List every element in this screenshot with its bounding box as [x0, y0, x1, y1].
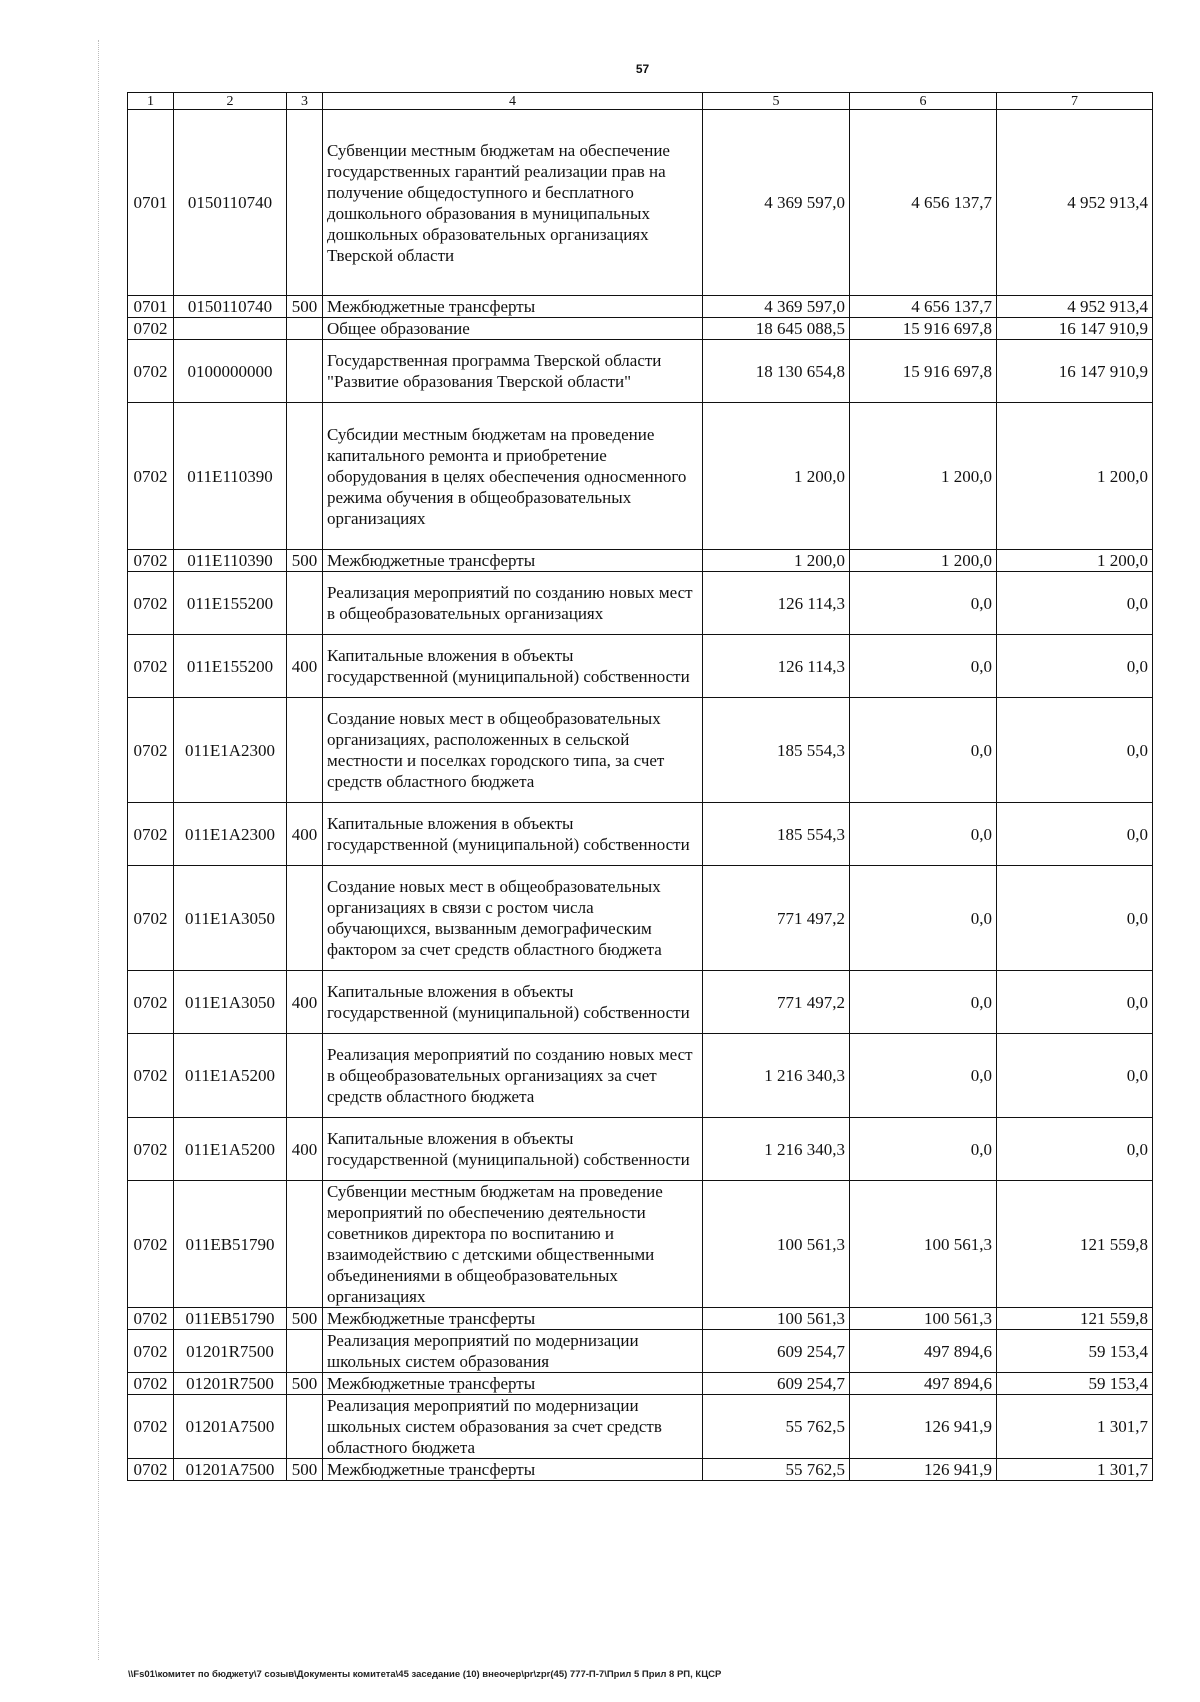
amount-year2-cell: 1 200,0	[850, 550, 997, 572]
table-row	[128, 635, 1153, 698]
section-code-cell: 0702	[128, 572, 174, 635]
amount-year2-cell: 0,0	[850, 1034, 997, 1118]
amount-year2-cell: 0,0	[850, 971, 997, 1034]
amount-year1-cell: 1 216 340,3	[703, 1034, 850, 1118]
description-cell: Капитальные вложения в объекты государственной (муниципальной) собственности	[323, 803, 703, 866]
description-cell: Государственная программа Тверской области "Развитие образования Тверской области"	[323, 340, 703, 403]
section-code-cell: 0702	[128, 1308, 174, 1330]
amount-year1-cell: 18 130 654,8	[703, 340, 850, 403]
expense-type-cell	[287, 403, 323, 550]
amount-year3-cell: 121 559,8	[997, 1308, 1153, 1330]
header-cell: 2	[174, 93, 287, 110]
amount-year2-cell: 4 656 137,7	[850, 110, 997, 296]
header-cell: 4	[323, 93, 703, 110]
target-code-cell: 011E110390	[174, 550, 287, 572]
expense-type-cell	[287, 340, 323, 403]
table-row	[128, 1395, 1153, 1459]
target-code-cell: 01201R7500	[174, 1330, 287, 1373]
target-code-cell: 011E155200	[174, 572, 287, 635]
section-code-cell: 0702	[128, 1118, 174, 1181]
amount-year1-cell: 55 762,5	[703, 1459, 850, 1481]
amount-year3-cell: 4 952 913,4	[997, 110, 1153, 296]
expense-type-cell: 400	[287, 971, 323, 1034]
expense-type-cell	[287, 1330, 323, 1373]
target-code-cell: 0150110740	[174, 296, 287, 318]
table-row	[128, 550, 1153, 572]
table-row	[128, 296, 1153, 318]
section-code-cell: 0702	[128, 1373, 174, 1395]
section-code-cell: 0702	[128, 1459, 174, 1481]
target-code-cell: 01201R7500	[174, 1373, 287, 1395]
table-row	[128, 1308, 1153, 1330]
table-row	[128, 866, 1153, 971]
margin-dotted-line	[98, 40, 99, 1660]
amount-year2-cell: 0,0	[850, 866, 997, 971]
amount-year3-cell: 1 301,7	[997, 1459, 1153, 1481]
section-code-cell: 0702	[128, 403, 174, 550]
amount-year3-cell: 121 559,8	[997, 1181, 1153, 1308]
section-code-cell: 0702	[128, 866, 174, 971]
amount-year1-cell: 1 216 340,3	[703, 1118, 850, 1181]
description-cell: Общее образование	[323, 318, 703, 340]
section-code-cell: 0702	[128, 1395, 174, 1459]
target-code-cell: 011E110390	[174, 403, 287, 550]
description-cell: Межбюджетные трансферты	[323, 550, 703, 572]
file-path-footer: \\Fs01\комитет по бюджету\7 созыв\Документы комитета\45 заседание (10) внеочер\pr\zpr(45) 777-П-7\Прил 5 Прил 8 РП, КЦСР	[128, 1669, 722, 1680]
expense-type-cell: 500	[287, 1459, 323, 1481]
description-cell: Создание новых мест в общеобразовательных организациях, расположенных в сельской местности и поселках городского типа, за счет средств областного бюджета	[323, 698, 703, 803]
page-number: 57	[635, 62, 650, 76]
expense-type-cell	[287, 318, 323, 340]
header-cell: 5	[703, 93, 850, 110]
description-cell: Реализация мероприятий по созданию новых мест в общеобразовательных организациях	[323, 572, 703, 635]
target-code-cell: 0100000000	[174, 340, 287, 403]
section-code-cell: 0702	[128, 1034, 174, 1118]
description-cell: Капитальные вложения в объекты государственной (муниципальной) собственности	[323, 1118, 703, 1181]
table-row	[128, 803, 1153, 866]
amount-year3-cell: 59 153,4	[997, 1373, 1153, 1395]
target-code-cell: 011E1A5200	[174, 1034, 287, 1118]
header-cell: 6	[850, 93, 997, 110]
amount-year2-cell: 15 916 697,8	[850, 318, 997, 340]
amount-year1-cell: 1 200,0	[703, 550, 850, 572]
amount-year1-cell: 4 369 597,0	[703, 296, 850, 318]
expense-type-cell	[287, 1034, 323, 1118]
amount-year1-cell: 100 561,3	[703, 1181, 850, 1308]
target-code-cell: 011EB51790	[174, 1308, 287, 1330]
amount-year1-cell: 185 554,3	[703, 698, 850, 803]
amount-year2-cell: 4 656 137,7	[850, 296, 997, 318]
amount-year3-cell: 0,0	[997, 971, 1153, 1034]
amount-year1-cell: 771 497,2	[703, 971, 850, 1034]
target-code-cell: 011EB51790	[174, 1181, 287, 1308]
amount-year3-cell: 0,0	[997, 866, 1153, 971]
expense-type-cell	[287, 866, 323, 971]
amount-year3-cell: 0,0	[997, 698, 1153, 803]
description-cell: Реализация мероприятий по созданию новых мест в общеобразовательных организациях за счет средств областного бюджета	[323, 1034, 703, 1118]
description-cell: Межбюджетные трансферты	[323, 1459, 703, 1481]
table-row	[128, 1034, 1153, 1118]
amount-year1-cell: 609 254,7	[703, 1330, 850, 1373]
expense-type-cell	[287, 110, 323, 296]
target-code-cell	[174, 318, 287, 340]
section-code-cell: 0702	[128, 1181, 174, 1308]
target-code-cell: 011E155200	[174, 635, 287, 698]
description-cell: Создание новых мест в общеобразовательных организациях в связи с ростом числа обучающихся, вызванным демографическим фактором за счет средств областного бюджета	[323, 866, 703, 971]
amount-year1-cell: 185 554,3	[703, 803, 850, 866]
amount-year2-cell: 0,0	[850, 1118, 997, 1181]
amount-year3-cell: 4 952 913,4	[997, 296, 1153, 318]
description-cell: Субсидии местным бюджетам на проведение капитального ремонта и приобретение оборудования в целях обеспечения односменного режима обучения в общеобразовательных организациях	[323, 403, 703, 550]
amount-year2-cell: 126 941,9	[850, 1395, 997, 1459]
expense-type-cell: 500	[287, 1373, 323, 1395]
amount-year2-cell: 1 200,0	[850, 403, 997, 550]
amount-year3-cell: 16 147 910,9	[997, 318, 1153, 340]
amount-year1-cell: 771 497,2	[703, 866, 850, 971]
expense-type-cell: 400	[287, 1118, 323, 1181]
section-code-cell: 0702	[128, 698, 174, 803]
expense-type-cell: 500	[287, 296, 323, 318]
section-code-cell: 0702	[128, 550, 174, 572]
target-code-cell: 01201A7500	[174, 1395, 287, 1459]
expense-type-cell	[287, 572, 323, 635]
amount-year3-cell: 59 153,4	[997, 1330, 1153, 1373]
expense-type-cell	[287, 698, 323, 803]
target-code-cell: 011E1A2300	[174, 698, 287, 803]
description-cell: Реализация мероприятий по модернизации школьных систем образования за счет средств областного бюджета	[323, 1395, 703, 1459]
amount-year1-cell: 1 200,0	[703, 403, 850, 550]
amount-year1-cell: 126 114,3	[703, 572, 850, 635]
description-cell: Межбюджетные трансферты	[323, 1373, 703, 1395]
table-row	[128, 1459, 1153, 1481]
amount-year2-cell: 126 941,9	[850, 1459, 997, 1481]
table-row	[128, 340, 1153, 403]
table-row	[128, 1330, 1153, 1373]
header-cell: 1	[128, 93, 174, 110]
amount-year2-cell: 15 916 697,8	[850, 340, 997, 403]
table-row	[128, 403, 1153, 550]
section-code-cell: 0701	[128, 110, 174, 296]
target-code-cell: 0150110740	[174, 110, 287, 296]
amount-year2-cell: 497 894,6	[850, 1330, 997, 1373]
description-cell: Капитальные вложения в объекты государственной (муниципальной) собственности	[323, 971, 703, 1034]
table-row	[128, 971, 1153, 1034]
table-row	[128, 110, 1153, 296]
amount-year2-cell: 497 894,6	[850, 1373, 997, 1395]
amount-year1-cell: 609 254,7	[703, 1373, 850, 1395]
section-code-cell: 0702	[128, 340, 174, 403]
header-cell: 3	[287, 93, 323, 110]
amount-year3-cell: 1 200,0	[997, 550, 1153, 572]
amount-year3-cell: 0,0	[997, 635, 1153, 698]
section-code-cell: 0702	[128, 803, 174, 866]
amount-year1-cell: 55 762,5	[703, 1395, 850, 1459]
amount-year1-cell: 126 114,3	[703, 635, 850, 698]
table-header-row	[128, 93, 1153, 110]
target-code-cell: 011E1A3050	[174, 971, 287, 1034]
target-code-cell: 011E1A5200	[174, 1118, 287, 1181]
amount-year1-cell: 18 645 088,5	[703, 318, 850, 340]
target-code-cell: 011E1A3050	[174, 866, 287, 971]
amount-year2-cell: 100 561,3	[850, 1181, 997, 1308]
amount-year2-cell: 0,0	[850, 572, 997, 635]
table-row	[128, 1373, 1153, 1395]
expense-type-cell: 400	[287, 803, 323, 866]
table-row	[128, 1181, 1153, 1308]
amount-year3-cell: 0,0	[997, 1118, 1153, 1181]
amount-year2-cell: 100 561,3	[850, 1308, 997, 1330]
budget-table	[127, 92, 1153, 1481]
section-code-cell: 0702	[128, 318, 174, 340]
description-cell: Капитальные вложения в объекты государственной (муниципальной) собственности	[323, 635, 703, 698]
expense-type-cell: 500	[287, 550, 323, 572]
header-cell: 7	[997, 93, 1153, 110]
description-cell: Субвенции местным бюджетам на обеспечение государственных гарантий реализации прав на получение общедоступного и бесплатного дошкольного образования в муниципальных дошкольных образовательных организациях Тверской области	[323, 110, 703, 296]
expense-type-cell: 500	[287, 1308, 323, 1330]
table-row	[128, 572, 1153, 635]
description-cell: Межбюджетные трансферты	[323, 296, 703, 318]
amount-year3-cell: 0,0	[997, 1034, 1153, 1118]
amount-year3-cell: 1 301,7	[997, 1395, 1153, 1459]
amount-year3-cell: 1 200,0	[997, 403, 1153, 550]
amount-year2-cell: 0,0	[850, 635, 997, 698]
amount-year3-cell: 0,0	[997, 572, 1153, 635]
target-code-cell: 011E1A2300	[174, 803, 287, 866]
table-row	[128, 698, 1153, 803]
amount-year2-cell: 0,0	[850, 803, 997, 866]
description-cell: Субвенции местным бюджетам на проведение мероприятий по обеспечению деятельности советников директора по воспитанию и взаимодействию с детскими общественными объединениями в общеобразовательных организациях	[323, 1181, 703, 1308]
section-code-cell: 0702	[128, 971, 174, 1034]
section-code-cell: 0702	[128, 1330, 174, 1373]
table-row	[128, 1118, 1153, 1181]
amount-year1-cell: 4 369 597,0	[703, 110, 850, 296]
description-cell: Межбюджетные трансферты	[323, 1308, 703, 1330]
expense-type-cell	[287, 1395, 323, 1459]
target-code-cell: 01201A7500	[174, 1459, 287, 1481]
table-row	[128, 318, 1153, 340]
section-code-cell: 0702	[128, 635, 174, 698]
amount-year3-cell: 16 147 910,9	[997, 340, 1153, 403]
amount-year1-cell: 100 561,3	[703, 1308, 850, 1330]
amount-year2-cell: 0,0	[850, 698, 997, 803]
section-code-cell: 0701	[128, 296, 174, 318]
expense-type-cell: 400	[287, 635, 323, 698]
expense-type-cell	[287, 1181, 323, 1308]
description-cell: Реализация мероприятий по модернизации школьных систем образования	[323, 1330, 703, 1373]
amount-year3-cell: 0,0	[997, 803, 1153, 866]
